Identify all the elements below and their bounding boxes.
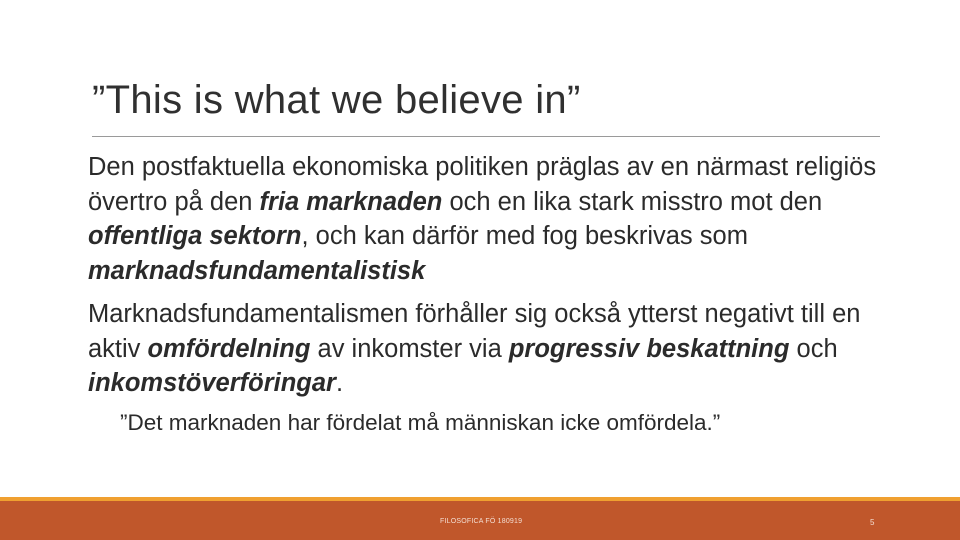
text-run: och	[789, 334, 838, 363]
text-run: och en lika stark misstro mot den	[442, 187, 823, 216]
quote-text: ”Det marknaden har fördelat må människan icke omfördela.”	[120, 410, 721, 435]
emphasis-offentliga-sektorn: offentliga sektorn	[88, 222, 302, 250]
paragraph-postfactual-policy	[88, 150, 888, 288]
emphasis-marknadsfundamentalistisk: marknadsfundamentalistisk	[88, 256, 426, 285]
text-run: av inkomster via	[310, 334, 509, 363]
text-run: .	[335, 369, 344, 397]
slide-body	[88, 150, 888, 401]
title-divider	[92, 136, 880, 137]
text-run: Marknadsfundamentalismen förhåller sig också ytterst negativt till en aktiv	[88, 300, 861, 363]
emphasis-fria-marknaden: fria marknaden	[259, 187, 443, 216]
emphasis-progressiv-beskattning: progressiv beskattning	[508, 334, 790, 363]
paragraph-redistribution	[88, 297, 888, 401]
page-number: 5	[870, 518, 875, 527]
text-run: Den postfaktuella ekonomiska politiken präglas av en närmast religiös övertro på den	[88, 153, 877, 216]
emphasis-inkomstoverforingar: inkomstöverföringar	[88, 369, 336, 397]
footer-text: FILOSOFICA FÖ 180919	[440, 518, 523, 525]
text-run: , och kan därför med fog beskrivas som	[301, 222, 748, 250]
slide-title: ”This is what we believe in”	[92, 78, 581, 122]
emphasis-omfordelning: omfördelning	[147, 334, 311, 363]
